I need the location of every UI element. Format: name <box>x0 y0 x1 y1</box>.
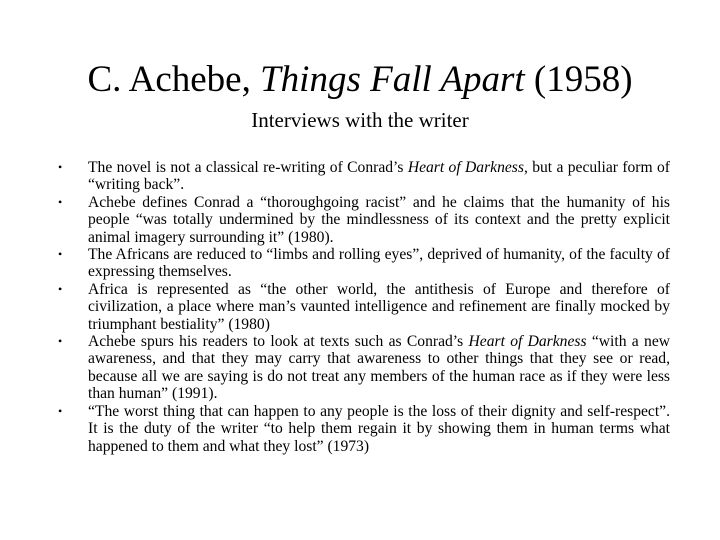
title-suffix: (1958) <box>524 59 633 100</box>
slide-subtitle: Interviews with the writer <box>251 108 469 132</box>
bullet-item <box>58 159 670 194</box>
bullet-text-italic: Heart of Darkness <box>407 159 524 176</box>
bullet-text: The novel is not a classical re-writing of Conrad’s <box>88 159 408 176</box>
bullet-item <box>58 403 670 455</box>
bullet-text: “The worst thing that can happen to any people is the loss of their dignity and self-respect”. It is the duty of the writer “to help them regain it by showing them in human terms what happened to them and what they lost” (1973) <box>88 402 670 455</box>
bullet-dot: • <box>58 281 63 296</box>
bullet-item <box>58 246 670 281</box>
bullet-text: The Africans are reduced to “limbs and rolling eyes”, deprived of humanity, of the faculty of expressing themselves. <box>88 246 670 281</box>
bullet-dot: • <box>58 247 63 262</box>
bullet-item <box>58 333 670 403</box>
bullet-text-italic: Heart of Darkness <box>468 333 587 351</box>
bullet-text: Achebe defines Conrad a “thoroughgoing racist” and he claims that the humanity of his people “was totally undermined by the mindlessness of its context and the pretty explicit animal imagery surrounding it” (1980). <box>88 193 670 246</box>
bullet-item <box>58 194 670 246</box>
title-prefix: C. Achebe, <box>87 59 261 100</box>
bullet-dot: • <box>58 160 63 174</box>
bullet-text: Africa is represented as “the other world, the antithesis of Europe and therefore of civilization, a place where man’s vaunted intelligence and refinement are finally mocked by triumphant bestiality” (1980) <box>88 280 670 333</box>
bullet-text: “with a new awareness, and that they may carry that awareness to other things that they see or read, because all we are saying is do not treat any members of the human race as if they were less than human” (1991). <box>88 333 670 403</box>
bullet-text: Achebe spurs his readers to look at texts such as Conrad’s <box>88 333 469 351</box>
bullet-dot: • <box>58 334 63 349</box>
bullet-dot: • <box>58 194 63 209</box>
bullet-list <box>58 159 670 455</box>
bullet-text: , but a peculiar form of “writing back”. <box>88 159 670 194</box>
title-book-name: Things Fall Apart <box>260 59 525 100</box>
bullet-dot: • <box>58 403 63 418</box>
slide-title <box>0 58 720 102</box>
bullet-item <box>58 281 670 333</box>
